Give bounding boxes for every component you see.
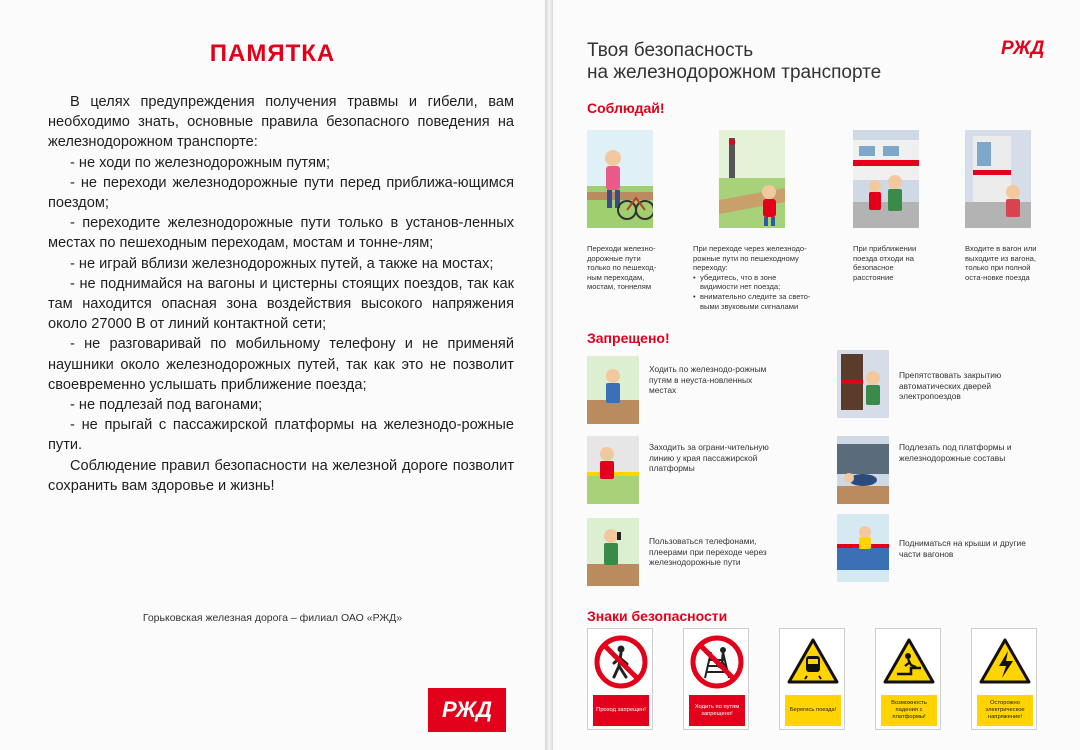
- observe-caption: Переходи железно-дорожные пути только по пешеход-ным переходам, мостам, тоннелям: [587, 244, 657, 292]
- forbidden-caption: Ходить по железнодо-рожным путям в неуста-новленных местах: [649, 364, 767, 396]
- memo-rule: - не играй вблизи железнодорожных путей, а также на мостах;: [70, 255, 494, 272]
- illustration-pedestrian-crossing: [719, 130, 785, 228]
- sign-electric-voltage: [971, 628, 1037, 730]
- safety-title: [587, 40, 881, 84]
- forbidden-caption: Пользоваться телефонами, плеерами при переходе через железнодорожные пути: [649, 536, 767, 568]
- illustration-train-door: [965, 130, 1031, 228]
- high-voltage-icon: [977, 634, 1033, 690]
- illustration-crawling-under: [837, 436, 889, 504]
- signs-heading: Знаки безопасности: [587, 608, 728, 624]
- forbidden-caption: Препятствовать закрытию автоматических дверей электропоездов: [899, 370, 1002, 402]
- memo-rule: - не подлезай под вагонами;: [70, 397, 263, 414]
- observe-caption-text: При переходе через железнодо-рожные пути по пешеходному переходу:: [693, 244, 807, 273]
- memo-rule: - не переходи железнодорожные пути перед приближа-ющимся поездом;: [48, 174, 514, 212]
- page-fold: [545, 0, 553, 750]
- observe-bullet: • убедитесь, что в зоне видимости нет поезда;: [693, 273, 815, 292]
- sign-no-walking-tracks: [683, 628, 749, 730]
- memo-rule: - не поднимайся на вагоны и цистерны стоящих поездов, так как там находится опасная зона воздействия высокого напряжения около 27000 В от линий контактной сети;: [48, 275, 514, 333]
- safety-title-line2: на железнодорожном транспорте: [587, 62, 882, 83]
- sign-label: Ходить по путям запрещено!: [689, 695, 745, 726]
- memo-closing: Соблюдение правил безопасности на железной дороге позволит сохранить вам здоровье и жизнь!: [48, 457, 514, 494]
- forbidden-heading: Запрещено!: [587, 330, 670, 346]
- memo-rule: - не ходи по железнодорожным путям;: [70, 154, 331, 171]
- rzd-logo: РЖД: [428, 688, 506, 732]
- observe-heading: Соблюдай!: [587, 100, 665, 116]
- sign-label: Осторожно электрическое напряжение!: [977, 695, 1033, 726]
- fall-warning-icon: [881, 634, 937, 690]
- no-pedestrian-icon: [593, 634, 649, 690]
- illustration-climbing-roof: [837, 514, 889, 582]
- observe-caption: При приближении поезда отходи на безопасное расстояние: [853, 244, 917, 282]
- sign-no-passage: [587, 628, 653, 730]
- illustration-phone-crossing: [587, 518, 639, 586]
- forbidden-caption: Заходить за ограни-чительную линию у края пассажирской платформы: [649, 442, 769, 474]
- sign-platform-fall: [875, 628, 941, 730]
- safety-title-line1: Твоя безопасность: [587, 40, 754, 61]
- memo-intro: В целях предупреждения получения травмы и гибели, вам необходимо знать, основные правила безопасного поведения на железнодорожном транспорте:: [48, 94, 514, 151]
- illustration-blocking-doors: [837, 350, 889, 418]
- illustration-crossing-bridge: [587, 130, 653, 228]
- memo-rule: - не прыгай с пассажирской платформы на железнодо-рожные пути.: [48, 417, 514, 454]
- safety-page: [553, 0, 1080, 750]
- observe-caption: Входите в вагон или выходите из вагона, только при полной оста-новке поезда: [965, 244, 1037, 282]
- illustration-platform-edge: [587, 436, 639, 504]
- sign-label: Возможность падения с платформы!: [881, 695, 937, 726]
- memo-title: ПАМЯТКА: [209, 40, 336, 67]
- forbidden-caption: Подниматься на крыши и другие части вагонов: [899, 538, 1026, 559]
- observe-bullet: • внимательно следите за свето-выми звуковыми сигналами: [693, 292, 815, 311]
- memo-rule: - переходите железнодорожные пути только в установ-ленных местах по пешеходным переходам, мостам и тонне-лям;: [48, 215, 514, 252]
- forbidden-caption: Подлезать под платформы и железнодорожные составы: [899, 442, 1012, 463]
- memo-footer: Горьковская железная дорога – филиал ОАО «РЖД»: [142, 612, 403, 624]
- memo-rule: - не разговаривай по мобильному телефону и не применяй наушники около железнодорожных путей, так как это не позволит своевременно услышать приближение поезда;: [48, 336, 514, 393]
- observe-bullets: [693, 273, 815, 311]
- memo-body: [48, 92, 514, 496]
- train-warning-icon: [785, 634, 841, 690]
- illustration-platform-wait: [853, 130, 919, 228]
- illustration-walking-tracks: [587, 356, 639, 424]
- sign-label: Берегись поезда!: [785, 695, 841, 726]
- sign-beware-train: [779, 628, 845, 730]
- sign-label: Проход запрещен!: [593, 695, 649, 726]
- no-walking-on-tracks-icon: [689, 634, 745, 690]
- rzd-logo: РЖД: [1001, 38, 1045, 59]
- observe-caption: [693, 244, 815, 311]
